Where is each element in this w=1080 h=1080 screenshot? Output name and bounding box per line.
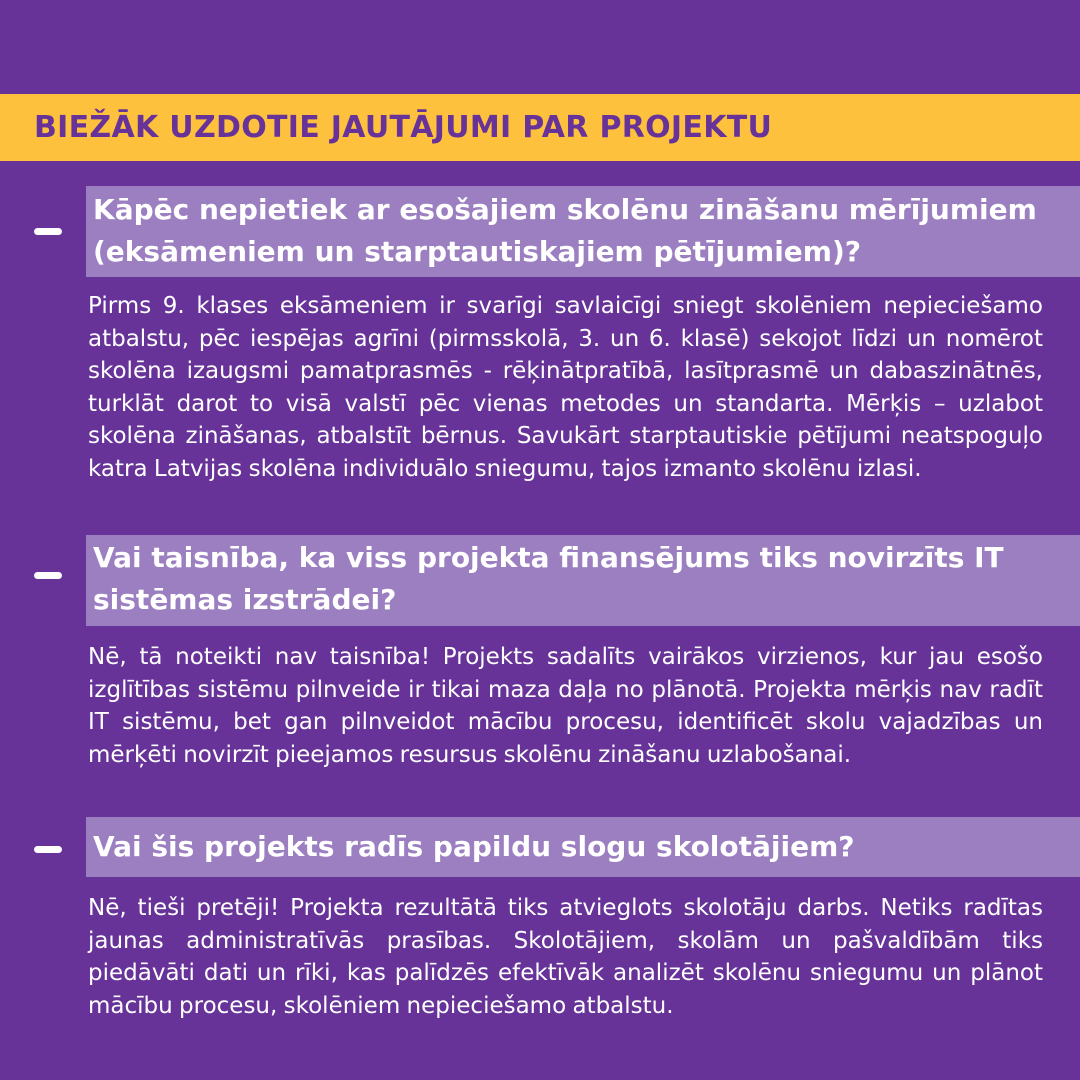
dash-bullet-icon bbox=[34, 572, 62, 579]
faq-question: Kāpēc nepietiek ar esošajiem skolēnu zināšanu mērījumiem (eksāmeniem un starptautiskajiem pētījumiem)? bbox=[93, 193, 1037, 268]
faq-question-box bbox=[86, 535, 1080, 626]
dash-bullet-icon bbox=[34, 228, 62, 235]
dash-bullet-icon bbox=[34, 846, 62, 853]
faq-answer: Pirms 9. klases eksāmeniem ir svarīgi savlaicīgi sniegt skolēniem nepieciešamo atbalstu, pēc iespējas agrīni (pirmsskolā, 3. un 6. klasē) sekojot līdzi un nomērot skolēna izaugsmi pamatprasmēs - rēķinātpratībā, lasītprasmē un dabaszinātnēs, turklāt darot to visā valstī pēc vienas metodes un standarta. Mērķis – uzlabot skolēna zināšanas, atbalstīt bērnus. Savukārt starptautiskie pētījumi neatspoguļo katra Latvijas skolēna individuālo sniegumu, tajos izmanto skolēnu izlasi. bbox=[88, 293, 1043, 482]
faq-question-box bbox=[86, 186, 1080, 277]
header-banner bbox=[0, 94, 1080, 161]
faq-answer: Nē, tā noteikti nav taisnība! Projekts sadalīts vairākos virzienos, kur jau esošo izglītības sistēmu pilnveide ir tikai maza daļa no plānotā. Projekta mērķis nav radīt IT sistēmu, bet gan pilnveidot mācību procesu, identificēt skolu vajadzības un mērķēti novirzīt pieejamos resursus skolēnu zināšanu uzlabošanai. bbox=[88, 644, 1043, 768]
faq-question: Vai taisnība, ka viss projekta finansējums tiks novirzīts IT sistēmas izstrādei? bbox=[93, 541, 1004, 616]
faq-answer: Nē, tieši pretēji! Projekta rezultātā tiks atvieglots skolotāju darbs. Netiks radītas jaunas administratīvās prasības. Skolotājiem, skolām un pašvaldībām tiks piedāvāti dati un rīki, kas palīdzēs efektīvāk analizēt skolēnu sniegumu un plānot mācību procesu, skolēniem nepieciešamo atbalstu. bbox=[88, 895, 1043, 1019]
faq-question-box bbox=[86, 817, 1080, 877]
page-title: BIEŽĀK UZDOTIE JAUTĀJUMI PAR PROJEKTU bbox=[34, 110, 773, 145]
faq-question: Vai šis projekts radīs papildu slogu skolotājiem? bbox=[93, 830, 855, 863]
